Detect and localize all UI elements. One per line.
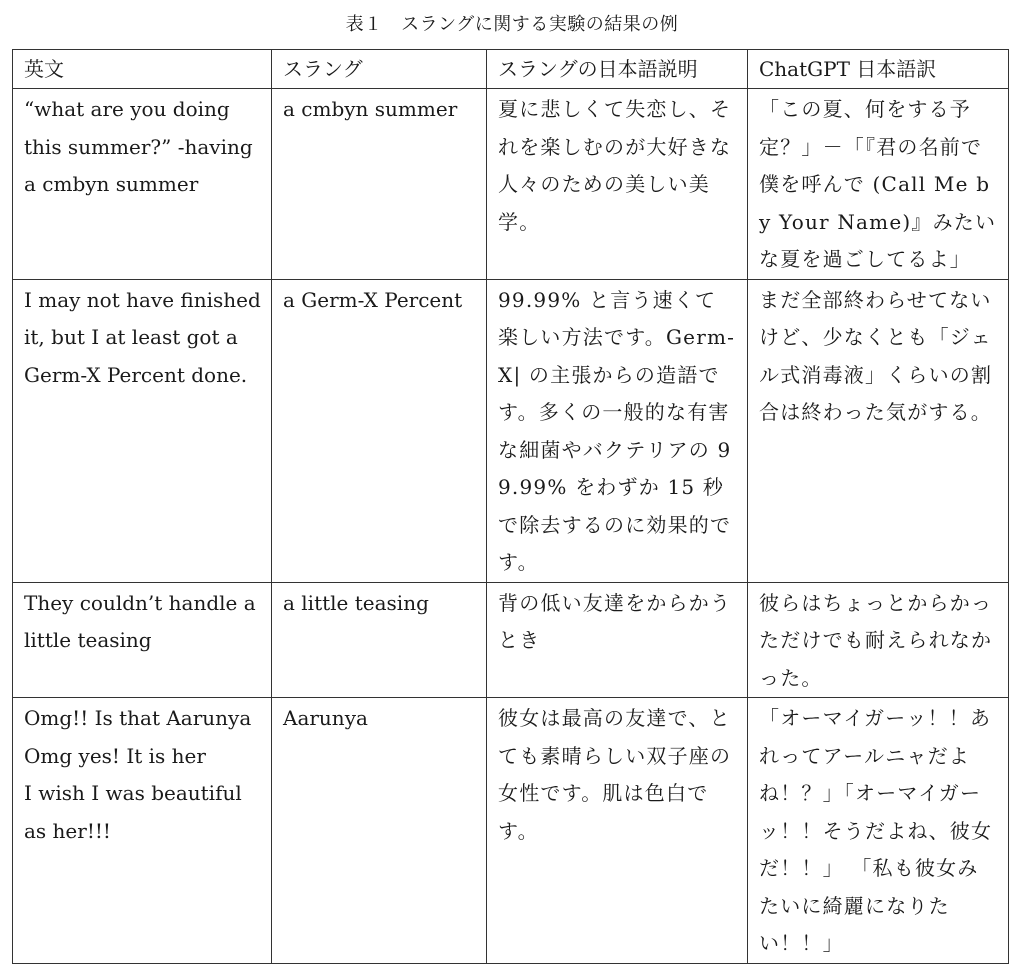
cell-translation: 彼らはちょっとからかっただけでも耐えられなかった。	[748, 582, 1009, 698]
english-line: I wish I was beautiful as her!!!	[24, 781, 242, 843]
cell-slang: a cmbyn summer	[272, 89, 487, 280]
header-explanation: スラングの日本語説明	[487, 50, 748, 89]
english-line: Omg!! Is that Aarunya	[24, 706, 252, 730]
table-header-row	[13, 50, 1009, 89]
cell-explanation: 彼女は最高の友達で、とても素晴らしい双子座の女性です。肌は色白です。	[487, 698, 748, 964]
cell-english: They couldn’t handle a little teasing	[13, 582, 272, 698]
cell-english: “what are you doing this summer?” -having a cmbyn summer	[13, 89, 272, 280]
cell-explanation: 背の低い友達をからかうとき	[487, 582, 748, 698]
header-slang: スラング	[272, 50, 487, 89]
table-row	[13, 582, 1009, 698]
cell-explanation: 夏に悲しくて失恋し、それを楽しむのが大好きな人々のための美しい美学。	[487, 89, 748, 280]
cell-slang: a Germ-X Percent	[272, 279, 487, 582]
table-row	[13, 279, 1009, 582]
cell-translation: 「この夏、何をする予定？」－「『君の名前で僕を呼んで (Call Me by Your Name)』みたいな夏を過ごしてるよ」	[748, 89, 1009, 280]
cell-english: I may not have finished it, but I at least got a Germ-X Percent done.	[13, 279, 272, 582]
cell-slang: Aarunya	[272, 698, 487, 964]
cell-translation: 「オーマイガーッ！！あれってアールニャだよね！？」「オーマイガーッ！！そうだよね、彼女だ！！」 「私も彼女みたいに綺麗になりたい！！」	[748, 698, 1009, 964]
header-english: 英文	[13, 50, 272, 89]
cell-translation: まだ全部終わらせてないけど、少なくとも「ジェル式消毒液」くらいの割合は終わった気がする。	[748, 279, 1009, 582]
cell-slang: a little teasing	[272, 582, 487, 698]
english-line: Omg yes! It is her	[24, 743, 206, 768]
header-translation: ChatGPT 日本語訳	[748, 50, 1009, 89]
table-row	[13, 89, 1009, 280]
slang-results-table	[12, 49, 1009, 964]
cell-english	[13, 698, 272, 964]
table-caption: 表１ スラングに関する実験の結果の例	[345, 14, 679, 35]
cell-explanation: 99.99% と言う速くて楽しい方法です。Germ-X| の主張からの造語です。多くの一般的な有害な細菌やバクテリアの 99.99% をわずか 15 秒で除去するのに効果的です。	[487, 279, 748, 582]
table-row	[13, 698, 1009, 964]
